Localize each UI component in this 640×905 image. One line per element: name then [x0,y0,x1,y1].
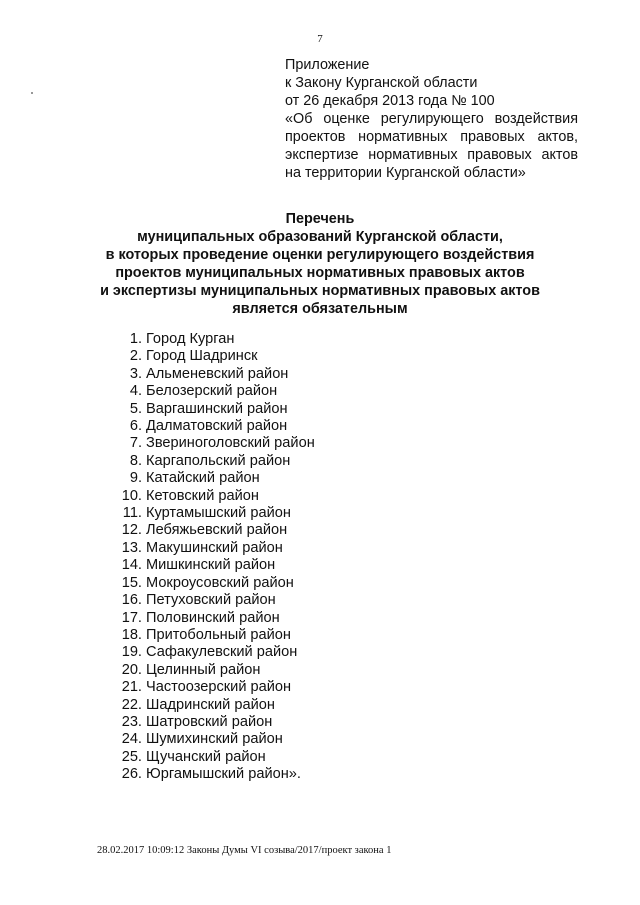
list-item-number: 19. [121,644,142,661]
municipality-list [100,331,315,784]
list-item-number: 6. [129,418,142,435]
list-item-number: 5. [129,400,142,417]
list-item-name: Шумихинский район [146,731,283,748]
list-item [100,488,315,505]
list-item-name: Мишкинский район [146,557,276,574]
list-item-name: Лебяжьевский район [146,522,288,539]
list-item-number: 17. [121,609,142,626]
list-item [100,557,315,574]
list-item [100,575,315,592]
annex-header [285,56,578,182]
list-item-name: Далматовский район [146,418,288,435]
list-item-name: Целинный район [146,661,261,678]
list-item [100,348,315,365]
annex-line-6: экспертизе нормативных правовых актов [285,147,578,163]
list-item [100,697,315,714]
list-item-number: 7. [129,435,142,452]
list-item-name: Юргамышский район». [146,766,301,783]
list-item-name: Катайский район [146,470,260,487]
list-item [100,470,315,487]
list-item-name: Каргапольский район [146,452,291,469]
annex-line-4: «Об оценке регулирующего воздействия [285,111,578,127]
list-item [100,592,315,609]
list-item-name: Половинский район [146,609,280,626]
list-item [100,435,315,452]
list-item [100,522,315,539]
list-item-number: 11. [122,505,142,522]
list-item-number: 4. [129,383,142,400]
list-item-name: Мокроусовский район [146,574,294,591]
list-item-name: Петуховский район [146,592,276,609]
list-item-number: 20. [121,661,142,678]
title-line-6: является обязательным [232,301,408,317]
list-item [100,644,315,661]
page-number: 7 [317,33,323,45]
list-item [100,331,315,348]
list-item-name: Кетовский район [146,487,259,504]
scan-dot-mark [31,92,33,94]
list-item-name: Альменевский район [146,365,289,382]
list-item [100,714,315,731]
title-line-3: в которых проведение оценки регулирующего воздействия [105,247,535,263]
list-item-number: 8. [129,452,142,469]
title-line-4: проектов муниципальных нормативных правовых актов [115,265,525,281]
list-item [100,383,315,400]
list-item-number: 22. [121,696,142,713]
list-item-name: Притобольный район [146,626,291,643]
list-item [100,366,315,383]
list-item [100,662,315,679]
list-item-number: 13. [121,539,142,556]
list-item-number: 25. [121,748,142,765]
list-item-number: 2. [129,348,142,365]
annex-line-3: от 26 декабря 2013 года № 100 [285,93,495,109]
list-item-number: 9. [129,470,142,487]
list-item-number: 16. [121,592,142,609]
list-item-name: Звериноголовский район [146,435,315,452]
title-line-5: и экспертизы муниципальных нормативных правовых актов [100,283,540,299]
title-line-1: Перечень [285,211,355,227]
list-item-number: 14. [121,557,142,574]
list-item-number: 21. [121,679,142,696]
list-item-number: 18. [121,626,142,643]
document-title [60,210,580,318]
list-item-name: Сафакулевский район [146,644,298,661]
list-item-name: Шатровский район [146,713,273,730]
list-item-name: Щучанский район [146,748,266,765]
annex-line-5: проектов нормативных правовых актов, [285,129,578,145]
list-item-name: Макушинский район [146,539,283,556]
list-item [100,749,315,766]
list-item-name: Частоозерский район [146,679,292,696]
list-item [100,766,315,783]
list-item-number: 23. [121,713,142,730]
list-item-name: Куртамышский район [146,505,291,522]
list-item [100,505,315,522]
list-item-number: 15. [121,574,142,591]
list-item [100,401,315,418]
list-item [100,610,315,627]
list-item [100,679,315,696]
list-item-number: 24. [121,731,142,748]
list-item [100,627,315,644]
annex-line-2: к Закону Курганской области [285,75,478,91]
annex-line-1: Приложение [285,57,370,73]
list-item-number: 10. [121,487,142,504]
list-item-number: 26. [121,766,142,783]
list-item [100,731,315,748]
list-item [100,540,315,557]
list-item-number: 12. [121,522,142,539]
list-item [100,418,315,435]
list-item-number: 3. [129,365,142,382]
list-item-name: Шадринский район [146,696,275,713]
list-item-name: Белозерский район [146,383,278,400]
footer-stamp: 28.02.2017 10:09:12 Законы Думы VI созыва/2017/проект закона 1 [97,845,392,856]
title-line-2: муниципальных образований Курганской области, [137,229,503,245]
list-item-number: 1. [129,331,142,347]
annex-line-7: на территории Курганской области» [285,165,526,181]
list-item-name: Варгашинский район [146,400,288,417]
list-item-name: Город Шадринск [146,348,258,365]
list-item-name: Город Курган [146,331,235,347]
list-item [100,453,315,470]
